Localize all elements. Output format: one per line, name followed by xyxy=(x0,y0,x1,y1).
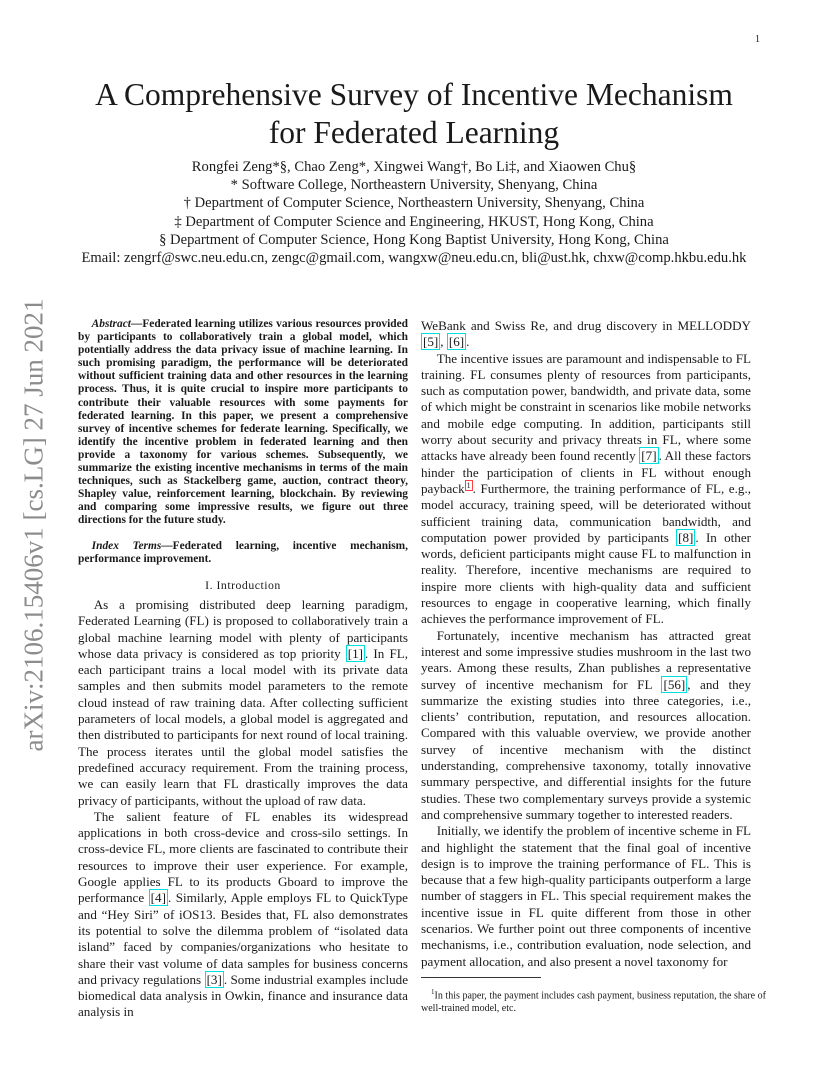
left-column xyxy=(78,318,408,1021)
body-paragraph xyxy=(421,628,751,824)
footnote-text: In this paper, the payment includes cash payment, business reputation, the share of well-trained model, etc. xyxy=(421,990,766,1014)
text-run: . xyxy=(466,334,470,350)
affiliation: * Software College, Northeastern University, Shenyang, China xyxy=(230,177,598,194)
author-emails: Email: zengrf@swc.neu.edu.cn, zengc@gmail.com, wangxw@neu.edu.cn, bli@ust.hk, chxw@comp.hkbu.edu.hk xyxy=(81,250,747,267)
abstract-text: —Federated learning utilizes various resources provided by participants to collaboratively train a global model, which potentially address the data privacy issue of machine learning. In such promising paradigm, the performance will be deteriorated without sufficient training data and other resources in the learning process. Thus, it is quite crucial to inspire more participants to contribute their valuable resources with some payments for federated learning. In this paper, we present a comprehensive survey of incentive schemes for federate learning. Specifically, we identify the incentive problem in federated learning and then provide a taxonomy for various schemes. Subsequently, we summarize the existing incentive mechanisms in terms of the main techniques, such as Stackelberg game, auction, contract theory, Shapley value, reinforcement learning, blockchain. By reviewing and comparing some impressive results, we figure out three directions for the future study. xyxy=(78,318,408,527)
arxiv-stamp xyxy=(18,290,50,760)
body-paragraph xyxy=(421,318,751,351)
title-line-2: for Federated Learning xyxy=(268,115,560,150)
affiliation: § Department of Computer Science, Hong Kong Baptist University, Hong Kong, China xyxy=(159,231,669,248)
text-run: . In FL, each participant trains a local model with its private data samples and then submits model parameters to the remote cloud instead of raw training data. After collecting sufficient parameters of local models, a global model is aggregated and then distributed to participants for next round of local training. The process iterates until the global model satisfies the predefined accuracy requirement. From the training process, we can easily learn that FL drastically improves the data privacy of participants, without the upload of raw data. xyxy=(78,645,408,808)
body-paragraph xyxy=(78,597,408,809)
text-run: As a promising distributed deep learning paradigm, Federated Learning (FL) is proposed to collaboratively train a global machine learning model with plenty of participants whose data privacy is considered as top priority xyxy=(78,596,408,661)
text-run: The incentive issues are paramount and indispensable to FL training. FL consumes plenty of resources from participants, such as computation power, bandwidth, and private data, some of which might be constraint in scenarios like mobile networks and mobile edge computing. In addition, participants still worry about security and privacy threats in FL, where some attacks have already been found recently xyxy=(421,350,751,464)
abstract xyxy=(78,318,408,528)
arxiv-stamp-text: arXiv:2106.15406v1 [cs.LG] 27 Jun 2021 xyxy=(18,298,49,752)
text-run: , and they summarize the existing studies into three categories, i.e., clients’ contribution, reputation, and resources allocation. Compared with this valuable overview, we provide another survey of incentive mechanism with the distinct understanding, comprehensive taxonomy, totally innovative summary perspective, and differential insights for the future studies. These two complementary surveys provide a systemic and comprehensive summary together to interested readers. xyxy=(421,676,751,822)
text-run: . Similarly, Apple employs FL to QuickType and “Hey Siri” of iOS13. Besides that, FL also demonstrates its potential to solve the dilemma problem of “isolated data island” faced by companies/organizations who hesitate to share their vast volume of data samples for business concerns and privacy regulations xyxy=(78,890,408,987)
citation-link[interactable]: [3] xyxy=(206,971,222,987)
text-run: WeBank and Swiss Re, and drug discovery in MELLODDY xyxy=(421,318,751,333)
citation-link[interactable]: [1] xyxy=(347,645,364,661)
right-column xyxy=(421,318,751,970)
footnote-mark: 1 xyxy=(431,988,435,996)
citation-link[interactable]: [7] xyxy=(641,448,657,464)
affiliation: ‡ Department of Computer Science and Engineering, HKUST, Hong Kong, China xyxy=(174,213,654,230)
text-run: . In other words, deficient participants might cause FL to malfunction in reality. Therefore, incentive mechanisms are required to inspire more clients with high-quality data and sufficient resources to engage in cooperative learning, which finally achieves the performance improvement of FL. xyxy=(421,529,751,627)
author-names: Rongfei Zeng*§, Chao Zeng*, Xingwei Wang†, Bo Li‡, and Xiaowen Chu§ xyxy=(191,159,637,175)
index-terms-text: —Federated learning, incentive mechanism, performance improvement. xyxy=(78,539,408,565)
text-run: . Some industrial examples include biomedical data analysis in Owkin, finance and insurance data analysis in xyxy=(78,971,409,1020)
citation-link[interactable]: [4] xyxy=(150,890,166,906)
text-run: The salient feature of FL enables its widespread applications in both cross-device and cross-silo settings. In cross-device FL, more clients are fascinated to contribute their resources to improve their user experience. For example, Google applies FL to its products Gboard to improve the performance xyxy=(78,808,408,906)
body-paragraph xyxy=(421,351,751,628)
page-number: 1 xyxy=(755,34,760,45)
text-run: . Furthermore, the training performance of FL, e.g., model accuracy, training speed, will be deteriorated without sufficient training data, communication bandwidth, and computation power provided by participants xyxy=(421,480,751,545)
body-paragraph: Initially, we identify the problem of incentive scheme in FL and highlight the statement that the final goal of incentive design is to improve the training performance of FL. This is because that a few high-quality participants outperform a large number of staggers in FL. This special requirement makes the incentive issue in FL quite different from those in other scenarios. We further point out three components of incentive mechanisms, i.e., contribution evaluation, node selection, and payment allocation, and also present a novel taxonomy for xyxy=(421,823,751,969)
index-terms-label: Index Terms xyxy=(91,539,162,552)
text-run: . All these factors hinder the participation of clients in FL without enough payback xyxy=(421,448,751,496)
citation-link[interactable]: [56] xyxy=(663,676,686,692)
affiliation: † Department of Computer Science, Northeastern University, Shenyang, China xyxy=(183,195,645,212)
citation-link[interactable]: [8] xyxy=(678,529,694,545)
text-run: , xyxy=(440,334,447,350)
citation-link[interactable]: [6] xyxy=(448,334,465,350)
section-heading: I. Introduction xyxy=(205,577,281,592)
abstract-label: Abstract xyxy=(91,318,131,330)
title-line-1: A Comprehensive Survey of Incentive Mechanism xyxy=(95,77,733,112)
footnote-divider xyxy=(421,977,541,978)
body-paragraph xyxy=(78,809,408,1021)
index-terms xyxy=(78,540,408,566)
citation-link[interactable]: [5] xyxy=(423,334,439,350)
footnote xyxy=(421,986,766,1015)
text-run: Fortunately, incentive mechanism has attracted great interest and some impressive studies mushroom in the last two years. Among these results, Zhan publishes a representative survey of incentive mechanism for FL xyxy=(421,627,751,692)
footnote-link[interactable]: 1 xyxy=(466,480,471,490)
paper-title xyxy=(60,76,768,152)
author-block xyxy=(40,158,788,267)
